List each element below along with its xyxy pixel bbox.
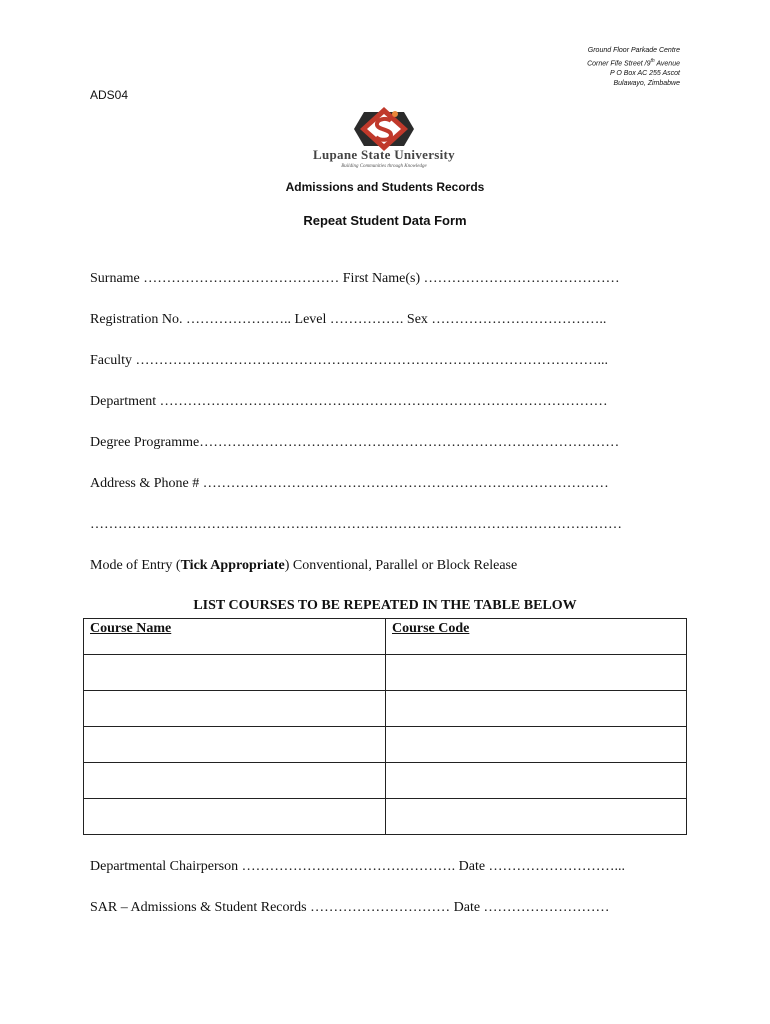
mode-of-entry-field[interactable]: Mode of Entry (Tick Appropriate) Conventional, Parallel or Block Release <box>90 558 518 573</box>
course-name-cell[interactable] <box>84 655 386 691</box>
course-code-cell[interactable] <box>386 727 687 763</box>
table-row <box>84 691 687 727</box>
university-address <box>587 46 680 89</box>
sar-signature-field[interactable]: SAR – Admissions & Student Records ………………………… Date ……………………… <box>90 900 610 915</box>
course-code-cell[interactable] <box>386 691 687 727</box>
course-code-cell[interactable] <box>386 763 687 799</box>
address-line: Ground Floor Parkade Centre <box>587 47 680 54</box>
degree-programme-field[interactable]: Degree Programme……………………………………………………………………………… <box>90 435 620 450</box>
course-name-cell[interactable] <box>84 727 386 763</box>
address-phone-field[interactable]: Address & Phone # …………………………………………………………………………… <box>90 476 609 491</box>
table-row <box>84 655 687 691</box>
course-name-cell[interactable] <box>84 763 386 799</box>
courses-table <box>83 618 687 835</box>
department-title: Admissions and Students Records <box>285 180 485 194</box>
address-line: Bulawayo, Zimbabwe <box>613 80 680 88</box>
course-code-cell[interactable] <box>386 799 687 835</box>
registration-level-sex-field[interactable]: Registration No. ………………….. Level ……………. Sex ……………………………….. <box>90 312 607 327</box>
form-title: Repeat Student Data Form <box>303 213 467 228</box>
logo-motto: Building Communities through Knowledge <box>341 164 427 169</box>
address-line: P O Box AC 255 Ascot <box>609 70 680 78</box>
university-logo <box>292 104 476 176</box>
department-field[interactable]: Department …………………………………………………………………………………… <box>90 394 608 409</box>
table-header-row <box>84 619 687 655</box>
address-line: Corner Fife Street /9th Avenue <box>587 58 680 68</box>
courses-table-title: LIST COURSES TO BE REPEATED IN THE TABLE BELOW <box>193 598 577 613</box>
course-name-header: Course Name <box>84 619 386 655</box>
form-code: ADS04 <box>90 88 129 102</box>
table-row <box>84 763 687 799</box>
faculty-field[interactable]: Faculty ………………………………………………………………………………………... <box>90 353 608 368</box>
table-row <box>84 799 687 835</box>
logo-university-name: Lupane State University <box>313 147 455 162</box>
surname-firstname-field[interactable]: Surname …………………………………… First Name(s) …………………………………… <box>90 271 620 286</box>
course-code-cell[interactable] <box>386 655 687 691</box>
chairperson-signature-field[interactable]: Departmental Chairperson ………………………………………. Date ………………………... <box>90 859 626 874</box>
course-code-header: Course Code <box>386 619 687 655</box>
address-continuation-field[interactable]: …………………………………………………………………………………………………… <box>90 517 622 532</box>
course-name-cell[interactable] <box>84 691 386 727</box>
course-name-cell[interactable] <box>84 799 386 835</box>
table-row <box>84 727 687 763</box>
